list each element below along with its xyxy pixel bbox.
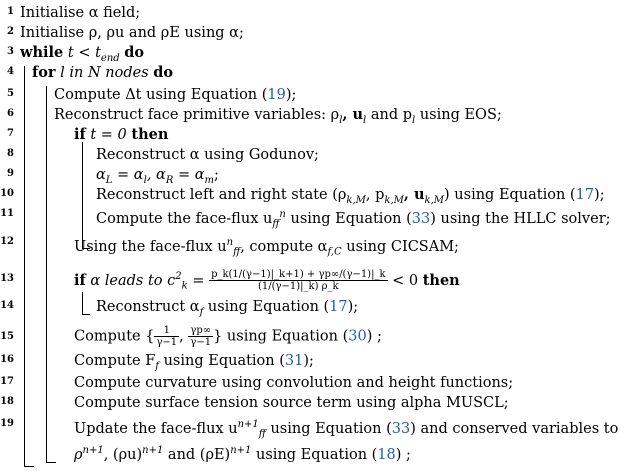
loop-range: l in N nodes (60, 65, 149, 81)
text-segment: = α (173, 167, 205, 183)
line-number: 6 (7, 108, 14, 119)
text-segment: ); (285, 87, 297, 103)
line-number: 15 (0, 331, 14, 342)
text-segment: ) using Equation ( (444, 187, 576, 203)
for-scope-bar (46, 86, 47, 462)
text-segment: using Equation ( (251, 446, 378, 463)
line-text (32, 62, 173, 84)
line-number: 17 (0, 376, 14, 387)
text-segment: ); (303, 353, 314, 369)
line-text: Reconstruct α using Godunov; (96, 147, 319, 163)
line-text: Compute surface tension source term using alpha MUSCL; (74, 395, 509, 411)
subscript: ff (258, 428, 266, 440)
while-scope-bar (24, 66, 25, 466)
line-number: 7 (7, 128, 14, 139)
keyword-while: while (20, 44, 64, 61)
equation-ref-link[interactable]: 30 (348, 328, 367, 345)
text-segment: using Equation ( (203, 299, 330, 315)
while-scope-end (24, 466, 34, 467)
subscript: k,M (384, 194, 404, 206)
keyword-if: if (74, 126, 86, 143)
text-segment: α leads to c (90, 272, 176, 289)
line-number: 9 (7, 168, 14, 179)
subscript: m (204, 174, 215, 186)
text-segment: Using the face-flux u (74, 238, 227, 255)
equation-ref-link[interactable]: 33 (391, 420, 411, 437)
text-segment: < 0 (387, 272, 423, 289)
text-segment: using CICSAM; (341, 238, 459, 255)
text-segment: and p (366, 107, 413, 123)
condition: t < t (67, 45, 101, 61)
text-segment: Compute the face-flux u (96, 210, 273, 227)
subscript: k,M (424, 194, 445, 206)
line-text: Initialise ρ, ρu and ρE using α; (20, 25, 244, 41)
line-number: 8 (7, 148, 14, 159)
subscript: l (363, 114, 367, 126)
line-number: 10 (0, 188, 14, 199)
text-segment: using EOS; (415, 107, 502, 123)
equation-ref-link[interactable]: 31 (284, 353, 304, 369)
line-number: 1 (7, 6, 14, 17)
text-segment: Compute { (74, 328, 155, 345)
keyword-for: for (32, 64, 56, 81)
subscript: l (143, 174, 147, 186)
text-segment: , u (342, 106, 364, 123)
text-segment: , compute α (240, 238, 328, 255)
line-number: 11 (0, 208, 14, 219)
subscript: R (165, 174, 174, 186)
fraction-numerator: γp∞ (190, 325, 212, 336)
subscript: l (412, 114, 416, 126)
superscript: n+1 (142, 445, 164, 456)
keyword-do: do (153, 64, 174, 81)
subscript: l (339, 114, 343, 126)
text-segment: , α (146, 167, 166, 183)
line-number: 14 (0, 300, 14, 311)
line-number: 12 (0, 236, 14, 247)
inverse-gamma-fraction (154, 325, 179, 348)
line-text (74, 266, 460, 298)
keyword-then: then (131, 126, 169, 143)
equation-ref-link[interactable]: 19 (267, 87, 286, 103)
text-segment: ρ (74, 446, 83, 463)
text-segment: = α (112, 167, 144, 183)
line-number: 3 (7, 46, 14, 57)
text-segment: using Equation ( (158, 353, 285, 369)
line-number: 13 (0, 273, 14, 284)
if-alpha-scope-end (82, 314, 90, 315)
subscript: L (105, 174, 113, 186)
text-segment: ); (347, 299, 359, 315)
text-segment: Reconstruct face primitive variables: ρ (54, 107, 340, 123)
text-segment: , u (403, 186, 425, 203)
line-text (74, 440, 411, 466)
subscript: f (199, 306, 204, 318)
line-number: 18 (0, 396, 14, 407)
equation-ref-link[interactable]: 17 (575, 187, 595, 203)
superscript: n+1 (82, 445, 104, 456)
subscript: f,C (327, 246, 342, 258)
line-text (74, 124, 168, 146)
text-segment: ) and conserved variables to (410, 420, 619, 437)
keyword-then: then (422, 271, 460, 289)
equation-ref-link[interactable]: 18 (377, 446, 396, 463)
subscript: ff (233, 246, 241, 258)
text-segment: Compute Δt using Equation ( (54, 87, 268, 103)
superscript: n (279, 209, 286, 220)
line-number: 5 (7, 88, 14, 99)
for-scope-end (46, 462, 56, 463)
subscript: ff (272, 218, 280, 230)
fraction-denominator: γ−1 (190, 337, 212, 348)
text-segment: , (179, 328, 189, 345)
text-segment: and (ρE) (163, 446, 231, 463)
line-number: 2 (7, 26, 14, 37)
subscript: end (100, 52, 120, 64)
superscript: n+1 (237, 419, 259, 430)
equation-ref-link[interactable]: 17 (329, 299, 348, 315)
text-segment: Reconstruct α (96, 299, 200, 315)
keyword-do: do (124, 44, 145, 61)
equation-ref-link[interactable]: 33 (411, 210, 431, 227)
line-number: 16 (0, 354, 14, 365)
line-text (74, 325, 382, 348)
subscript: f (155, 360, 159, 372)
line-number: 4 (7, 66, 14, 77)
text-segment: ) using the HLLC solver; (430, 210, 611, 227)
keyword-if: if (74, 271, 86, 289)
text-segment: ); (594, 187, 605, 203)
pinf-gamma-fraction (188, 325, 213, 348)
line-text (74, 232, 459, 264)
text-segment: α (96, 167, 106, 183)
condition: t = 0 (90, 127, 127, 143)
subscript: k,M (346, 194, 366, 206)
line-text: Compute curvature using convolution and height functions; (74, 375, 514, 391)
text-segment: = (187, 272, 210, 289)
superscript: n+1 (230, 445, 252, 456)
text-segment: Compute F (74, 353, 156, 369)
text-segment: using Equation ( (285, 210, 412, 227)
sound-speed-fraction (209, 269, 387, 292)
line-text: Initialise α field; (20, 5, 141, 21)
line-text (96, 204, 611, 236)
text-segment: using Equation ( (265, 420, 392, 437)
superscript: n (226, 237, 234, 248)
text-segment: ) ; (395, 446, 411, 463)
text-segment: } using Equation ( (213, 328, 349, 345)
text-segment: Update the face-flux u (74, 420, 238, 437)
text-segment: Reconstruct left and right state (ρ (96, 187, 347, 203)
superscript: 2 (175, 271, 182, 282)
text-segment: , p (365, 187, 385, 203)
text-segment: , (ρu) (103, 446, 143, 463)
text-segment: ; (214, 167, 219, 183)
subscript: k (181, 280, 188, 292)
fraction-numerator: p_k(1/(γ−1)|_k+1) + γp∞/(γ−1)|_k (211, 269, 386, 281)
line-text (54, 84, 296, 106)
text-segment: ) ; (366, 328, 382, 345)
fraction-numerator: 1 (154, 325, 179, 337)
fraction-denominator: γ−1 (156, 337, 178, 348)
line-text (96, 296, 358, 324)
fraction-denominator: (1/(γ−1)|_k) ρ_k (257, 281, 339, 293)
line-number: 19 (0, 418, 14, 429)
